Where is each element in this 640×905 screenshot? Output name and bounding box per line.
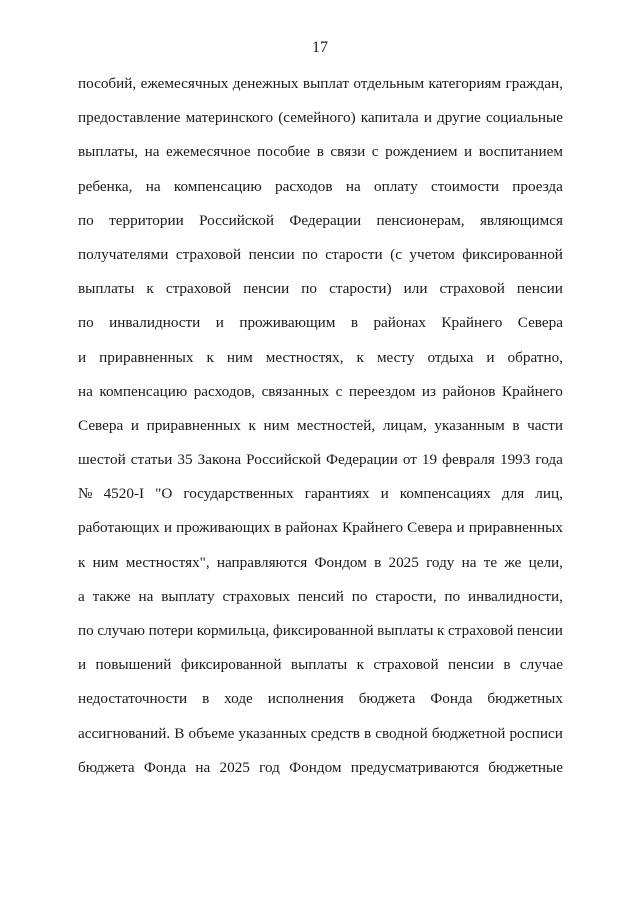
text-line (78, 279, 563, 313)
word: 35 (177, 451, 193, 469)
word: (семейного) (278, 109, 356, 127)
text-line (78, 142, 563, 176)
word: расходов, (193, 382, 256, 400)
word: ежемесячных (140, 75, 229, 92)
word: бюджета (78, 758, 135, 776)
word: с (371, 143, 379, 161)
word: Севера (517, 314, 563, 332)
word: недостаточности (78, 690, 188, 708)
text-line (78, 211, 563, 245)
word: на (138, 587, 154, 605)
word: из (421, 382, 436, 400)
text-line (78, 348, 563, 382)
word: в (503, 656, 511, 674)
word: отдельным (353, 75, 425, 92)
word: обратно, (507, 348, 563, 366)
word: а (78, 587, 85, 605)
word: приравненных (468, 519, 563, 537)
word: 4520-I (103, 485, 145, 503)
word: ним (226, 348, 253, 366)
word: компенсациях (399, 485, 491, 503)
word: старости, (375, 587, 437, 605)
word: расходов (274, 177, 333, 195)
word: и (130, 416, 139, 434)
word: фиксированной (180, 656, 282, 674)
word: 19 (421, 451, 438, 469)
word: в (350, 314, 358, 332)
word: пенсионерам, (376, 211, 465, 229)
word: учетом (409, 245, 455, 263)
word: Фондом (314, 553, 367, 571)
word: в (202, 690, 210, 708)
word: случае (519, 656, 563, 674)
word: оплату (374, 177, 418, 195)
word: пособие (257, 143, 311, 161)
word: Российской (246, 451, 321, 469)
word: к (78, 553, 86, 571)
word: Закона (197, 451, 242, 469)
word: по (301, 280, 318, 298)
word: в (512, 416, 520, 434)
word: месту (376, 348, 415, 366)
word: ассигнований. (78, 724, 171, 742)
word: выплат (302, 75, 349, 92)
word: выплаты (377, 622, 434, 639)
word: и (456, 519, 465, 537)
word: "О (155, 485, 173, 503)
word: ребенка, (78, 177, 133, 195)
word: к (248, 416, 256, 434)
word: выплаты, (78, 143, 139, 161)
word: на (145, 177, 161, 195)
word: бюджетные (488, 758, 563, 776)
word: переездом (348, 382, 416, 400)
word: по (78, 622, 94, 639)
word: по (302, 245, 318, 263)
word: шестой (78, 451, 126, 469)
word: страховой (448, 622, 514, 639)
word: пенсии (248, 245, 295, 263)
word: потери (148, 622, 194, 639)
word: для (501, 485, 525, 503)
word: части (527, 416, 563, 434)
word: проживающим (239, 314, 336, 332)
word: страховой (175, 245, 242, 263)
word: Российской (199, 211, 274, 229)
word: на (144, 143, 160, 161)
word: государственных (183, 485, 294, 503)
text-line (78, 758, 563, 792)
word: ним (263, 416, 290, 434)
text-line (78, 655, 563, 689)
word: по (351, 587, 368, 605)
word: местностях", (125, 553, 210, 571)
word: проживающих (176, 519, 271, 537)
word: пенсии (448, 656, 494, 674)
word: исполнения (267, 690, 344, 708)
word: связанных (261, 382, 330, 400)
word: другие (437, 109, 481, 127)
word: страховой (439, 280, 505, 298)
word: В (174, 724, 185, 742)
word: предусматриваются (350, 758, 479, 776)
word: или (403, 280, 428, 298)
word: статьи (130, 451, 173, 469)
word: с (335, 382, 343, 400)
word: категориям (428, 75, 502, 92)
word: выплаты (290, 656, 348, 674)
text-line (78, 621, 563, 655)
word: кормильца, (196, 622, 270, 639)
word: страховых (222, 587, 290, 605)
word: фиксированной (272, 622, 374, 639)
word: рождением (385, 143, 458, 161)
word: гарантиях (304, 485, 370, 503)
word: приравненных (99, 348, 194, 366)
word: в (316, 143, 324, 161)
word: ним (92, 553, 119, 571)
text-line (78, 724, 563, 758)
text-line (78, 382, 563, 416)
word: стоимости (430, 177, 499, 195)
word: местностей, (296, 416, 376, 434)
word: № (78, 485, 93, 503)
word: и (163, 519, 173, 537)
word: ходе (224, 690, 253, 708)
body-text (78, 74, 563, 792)
word: и (215, 314, 224, 332)
word: в (274, 519, 282, 537)
page-number: 17 (312, 39, 328, 56)
word: Фонда (143, 758, 187, 776)
word: к (356, 656, 364, 674)
word: старости (325, 245, 383, 263)
word: объеме (188, 724, 235, 742)
word: случаю (97, 622, 145, 639)
word: на (195, 758, 211, 776)
word: воспитанием (478, 143, 563, 161)
word: Фондом (289, 758, 342, 776)
word: отдыха (427, 348, 474, 366)
word: компенсацию (99, 382, 188, 400)
word: районов (442, 382, 496, 400)
word: в (374, 553, 382, 571)
word: повышений (95, 656, 172, 674)
word: от (402, 451, 417, 469)
word: 2025 (388, 553, 419, 571)
word: Севера (78, 416, 124, 434)
word: капитала (360, 109, 419, 127)
word: выплаты (78, 280, 135, 298)
word: и (423, 109, 432, 127)
word: инвалидности, (467, 587, 563, 605)
word: год (259, 758, 280, 776)
word: местностях, (265, 348, 344, 366)
word: по (78, 314, 94, 332)
text-line (78, 553, 563, 587)
word: получателями (78, 245, 169, 263)
word: бюджета (358, 690, 416, 708)
word: приравненных (146, 416, 241, 434)
text-line (78, 177, 563, 211)
word: к (437, 622, 445, 639)
word: росписи (509, 724, 563, 742)
word: фиксированной (462, 245, 563, 263)
word: февраля (442, 451, 495, 469)
word: году (426, 553, 455, 571)
word: страховой (165, 280, 232, 298)
word: старости) (329, 280, 392, 298)
word: ежемесячное (166, 143, 251, 161)
word: Федерации (289, 211, 362, 229)
word: социальные (485, 109, 563, 127)
word: в (363, 724, 372, 742)
text-line (78, 108, 563, 142)
word: к (356, 348, 364, 366)
text-line (78, 587, 563, 621)
word: связи (330, 143, 366, 161)
word: также (92, 587, 131, 605)
word: районах (285, 519, 339, 537)
word: сводной (375, 724, 428, 742)
word: Севера (407, 519, 453, 537)
word: Федерации (326, 451, 398, 469)
text-line (78, 245, 563, 279)
word: лицам, (382, 416, 427, 434)
word: на (345, 177, 361, 195)
word: цели, (528, 553, 563, 571)
word: и (464, 143, 473, 161)
word: лиц, (535, 485, 563, 503)
word: к (146, 280, 154, 298)
word: инвалидности (109, 314, 201, 332)
word: предоставление (78, 109, 181, 127)
word: Крайнего (441, 314, 503, 332)
word: граждан, (505, 75, 563, 92)
word: денежных (232, 75, 299, 92)
word: проезда (512, 177, 563, 195)
word: средств (310, 724, 360, 742)
text-line (78, 416, 563, 450)
word: районах (373, 314, 426, 332)
word: на (78, 382, 93, 400)
word: те (483, 553, 498, 571)
word: указанным (434, 416, 505, 434)
word: бюджетной (431, 724, 506, 742)
word: по (78, 211, 94, 229)
word: пенсии (516, 280, 563, 298)
word: к (206, 348, 214, 366)
word: направляются (216, 553, 308, 571)
word: (с (390, 245, 402, 263)
word: и (78, 348, 87, 366)
text-line (78, 313, 563, 347)
text-line (78, 74, 563, 108)
word: года (535, 451, 563, 469)
word: пенсии (516, 622, 563, 639)
word: 1993 (499, 451, 531, 469)
word: пенсии (243, 280, 290, 298)
word: и (486, 348, 495, 366)
word: являющимся (479, 211, 563, 229)
word: выплату (161, 587, 215, 605)
word: пособий, (78, 75, 137, 92)
word: 2025 (219, 758, 250, 776)
word: Фонда (430, 690, 473, 708)
word: бюджетных (487, 690, 563, 708)
word: указанных (238, 724, 307, 742)
word: работающих (78, 519, 160, 537)
word: пенсий (297, 587, 344, 605)
text-line (78, 518, 563, 552)
word: компенсацию (173, 177, 262, 195)
word: и (78, 656, 87, 674)
word: же (504, 553, 522, 571)
word: и (380, 485, 389, 503)
word: территории (109, 211, 184, 229)
word: на (461, 553, 477, 571)
text-line (78, 689, 563, 723)
word: Крайнего (501, 382, 563, 400)
text-line (78, 450, 563, 484)
word: страховой (373, 656, 439, 674)
word: Крайнего (342, 519, 404, 537)
word: материнского (185, 109, 274, 127)
word: по (444, 587, 461, 605)
text-line (78, 484, 563, 518)
